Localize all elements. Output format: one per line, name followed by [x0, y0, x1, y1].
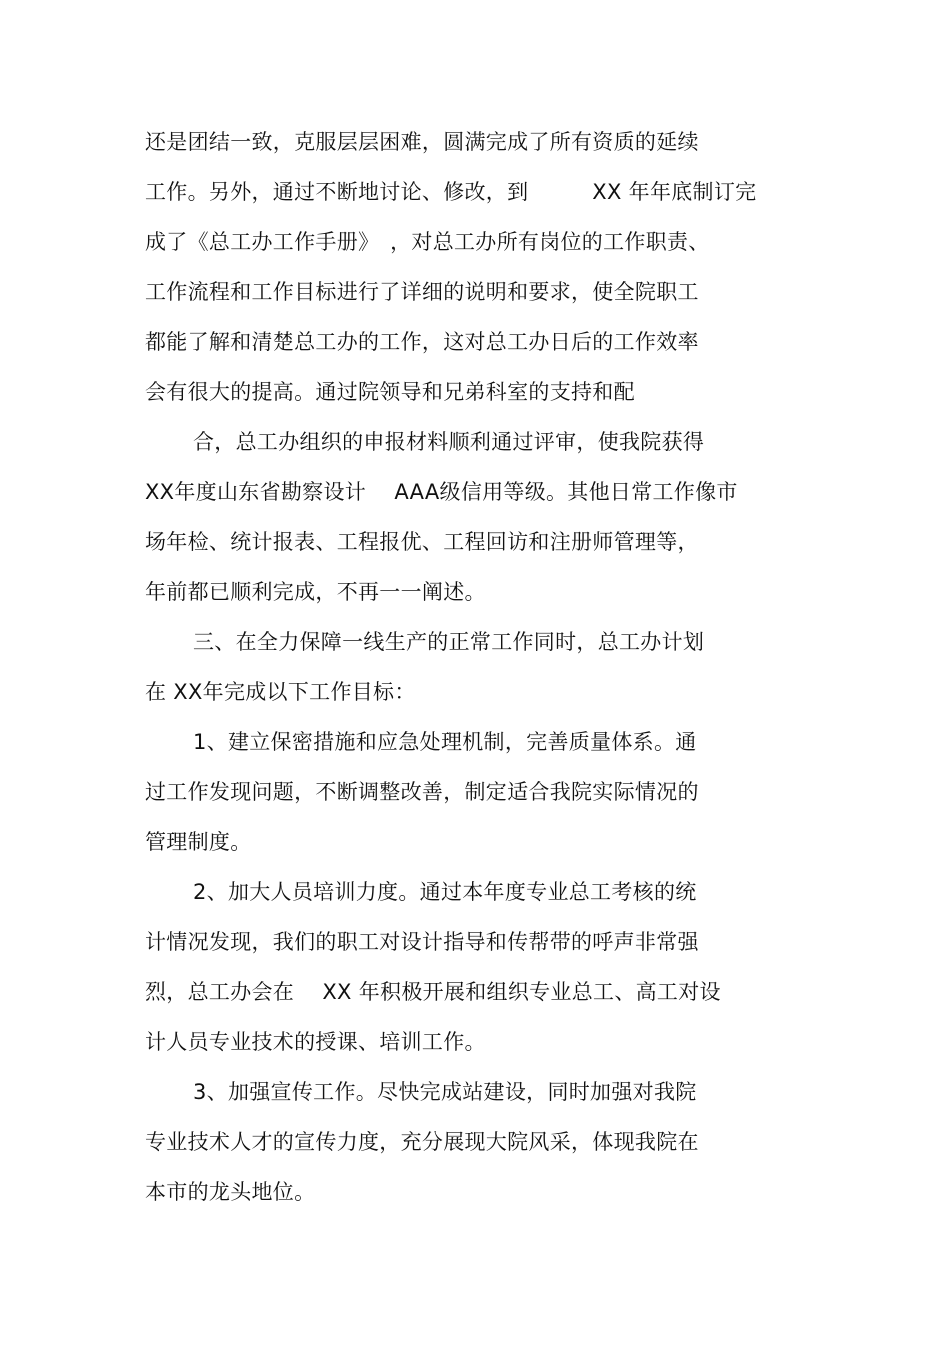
body-text-line: 计人员专业技术的授课、培训工作。	[145, 1030, 486, 1054]
body-text-line: 还是团结一致，克服层层困难，圆满完成了所有资质的延续	[145, 130, 699, 154]
list-item-1-line: 1、建立保密措施和应急处理机制，完善质量体系。通	[193, 730, 697, 754]
body-text-line: 烈，总工办会在 XX 年积极开展和组织专业总工、高工对设	[145, 980, 721, 1004]
body-text-line: 会有很大的提高。通过院领导和兄弟科室的支持和配	[145, 380, 635, 404]
body-text-line: 过工作发现问题，不断调整改善，制定适合我院实际情况的	[145, 780, 699, 804]
section-heading-line: 三、在全力保障一线生产的正常工作同时，总工办计划	[193, 630, 705, 654]
body-text-line: 都能了解和清楚总工办的工作，这对总工办日后的工作效率	[145, 330, 699, 354]
list-item-3-line: 3、加强宣传工作。尽快完成站建设，同时加强对我院	[193, 1080, 697, 1104]
paragraph-start-line: 合，总工办组织的申报材料顺利通过评审，使我院获得	[193, 430, 705, 454]
list-item-2-line: 2、加大人员培训力度。通过本年度专业总工考核的统	[193, 880, 697, 904]
body-text-line: 计情况发现，我们的职工对设计指导和传帮带的呼声非常强	[145, 930, 699, 954]
body-text-line: 专业技术人才的宣传力度，充分展现大院风采，体现我院在	[145, 1130, 699, 1154]
body-text-line: XX年度山东省勘察设计 AAA级信用等级。其他日常工作像市	[145, 480, 738, 504]
body-text-line: 成了《总工办工作手册》 ，对总工办所有岗位的工作职责、	[145, 230, 710, 254]
body-text-line: 工作流程和工作目标进行了详细的说明和要求，使全院职工	[145, 280, 699, 304]
body-text-line: 年前都已顺利完成，不再一一阐述。	[145, 580, 486, 604]
body-text-line: 工作。另外，通过不断地讨论、修改，到 XX 年年底制订完	[145, 180, 757, 204]
body-text-line: 在 XX年完成以下工作目标：	[145, 680, 416, 704]
body-text-line: 管理制度。	[145, 830, 252, 854]
body-text-line: 本市的龙头地位。	[145, 1180, 316, 1204]
body-text-line: 场年检、统计报表、工程报优、工程回访和注册师管理等，	[145, 530, 699, 554]
